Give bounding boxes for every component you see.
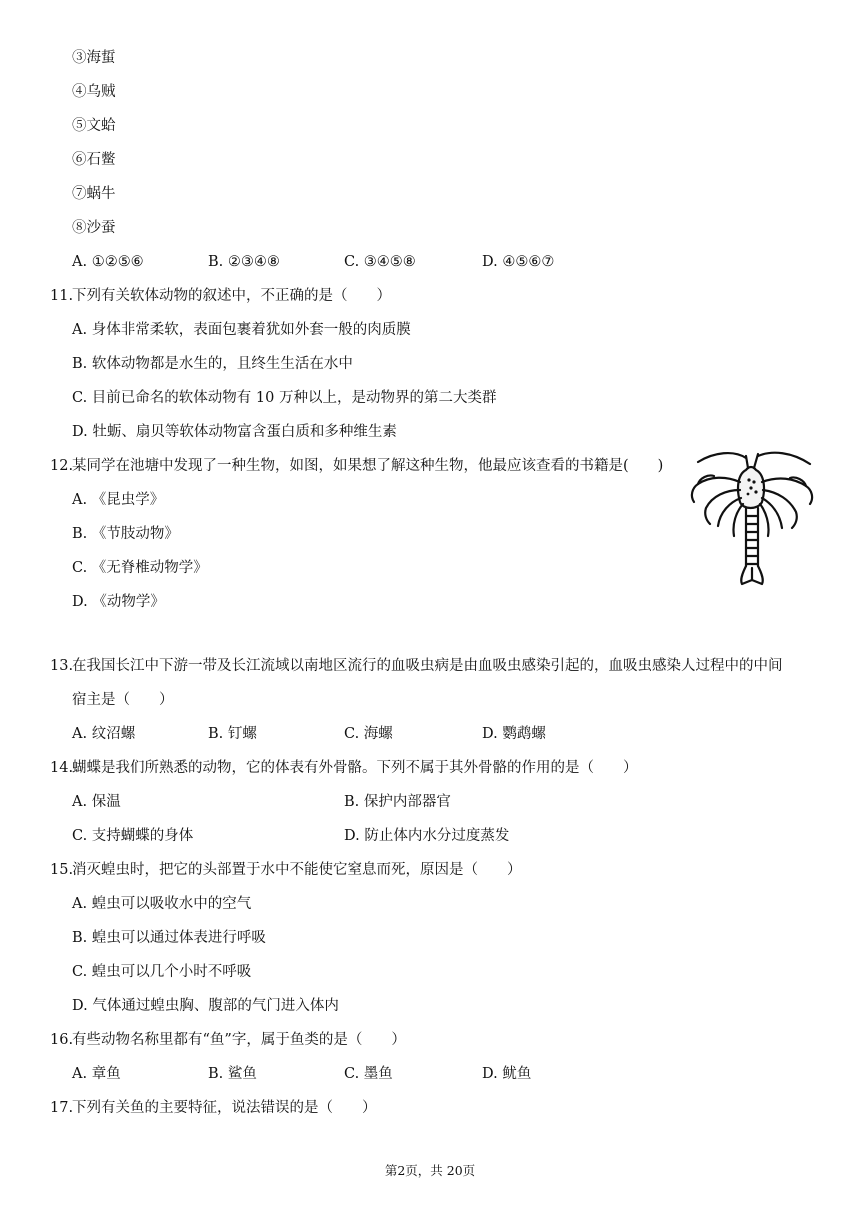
q10-item-7: ⑦蜗牛	[72, 186, 116, 202]
q14-option-d: D. 防止体内水分过度蒸发	[344, 828, 510, 844]
q13-option-b: B. 钉螺	[208, 726, 257, 742]
q12-number: 12.	[50, 458, 74, 474]
q17-number: 17.	[50, 1100, 74, 1116]
q14-option-a: A. 保温	[72, 794, 121, 810]
page-footer: 第2页，共 20页	[384, 1163, 476, 1178]
q12-option-d: D. 《动物学》	[72, 594, 165, 610]
q12-stem: 某同学在池塘中发现了一种生物，如图，如果想了解这种生物，他最应该查看的书籍是( )	[72, 458, 664, 474]
q10-item-4: ④乌贼	[72, 84, 116, 100]
q13-option-c: C. 海螺	[344, 726, 393, 742]
q10-option-a: A. ①②⑤⑥	[72, 254, 144, 270]
q10-item-5: ⑤文蛤	[72, 118, 116, 134]
q13-stem-line1: 在我国长江中下游一带及长江流域以南地区流行的血吸虫病是由血吸虫感染引起的，血吸虫感染人过程中的中间	[72, 658, 783, 674]
q10-option-b: B. ②③④⑧	[208, 254, 280, 270]
q11-option-c: C. 目前已命名的软体动物有 10 万种以上，是动物界的第二大类群	[72, 390, 497, 406]
q10-option-c: C. ③④⑤⑧	[344, 254, 416, 270]
q11-option-b: B. 软体动物都是水生的，且终生生活在水中	[72, 356, 353, 372]
q11-option-a: A. 身体非常柔软，表面包裹着犹如外套一般的肉质膜	[72, 322, 411, 338]
q10-item-3: ③海蜇	[72, 50, 116, 66]
q12-option-a: A. 《昆虫学》	[72, 492, 165, 508]
q14-stem: 蝴蝶是我们所熟悉的动物，它的体表有外骨骼。下列不属于其外骨骼的作用的是（ ）	[72, 760, 638, 776]
q15-option-a: A. 蝗虫可以吸收水中的空气	[72, 896, 252, 912]
q12-option-c: C. 《无脊椎动物学》	[72, 560, 208, 576]
q14-number: 14.	[50, 760, 74, 776]
q16-option-c: C. 墨鱼	[344, 1066, 393, 1082]
q15-option-b: B. 蝗虫可以通过体表进行呼吸	[72, 930, 266, 946]
q15-number: 15.	[50, 862, 74, 878]
q13-option-d: D. 鹦鹉螺	[482, 726, 546, 742]
q13-number: 13.	[50, 658, 74, 674]
q11-option-d: D. 牡蛎、扇贝等软体动物富含蛋白质和多种维生素	[72, 424, 397, 440]
q15-option-c: C. 蝗虫可以几个小时不呼吸	[72, 964, 252, 980]
q10-option-d: D. ④⑤⑥⑦	[482, 254, 555, 270]
q15-stem: 消灭蝗虫时，把它的头部置于水中不能使它窒息而死，原因是（ ）	[72, 862, 522, 878]
q14-option-b: B. 保护内部器官	[344, 794, 451, 810]
q11-stem: 下列有关软体动物的叙述中，不正确的是（ ）	[72, 288, 391, 304]
q12-option-b: B. 《节肢动物》	[72, 526, 179, 542]
q10-item-8: ⑧沙蚕	[72, 220, 116, 236]
q16-option-b: B. 鲨鱼	[208, 1066, 257, 1082]
q16-option-d: D. 鱿鱼	[482, 1066, 532, 1082]
q16-option-a: A. 章鱼	[72, 1066, 121, 1082]
q16-number: 16.	[50, 1032, 74, 1048]
q16-stem: 有些动物名称里都有“鱼”字，属于鱼类的是（ ）	[72, 1032, 406, 1048]
q11-number: 11.	[50, 288, 74, 304]
q13-option-a: A. 纹沼螺	[72, 726, 136, 742]
crayfish-drawing-icon	[686, 448, 820, 588]
q13-stem-line2: 宿主是（ ）	[72, 692, 174, 708]
q14-option-c: C. 支持蝴蝶的身体	[72, 828, 194, 844]
q10-item-6: ⑥石鳖	[72, 152, 116, 168]
q15-option-d: D. 气体通过蝗虫胸、腹部的气门进入体内	[72, 998, 339, 1014]
q17-stem: 下列有关鱼的主要特征，说法错误的是（ ）	[72, 1100, 377, 1116]
